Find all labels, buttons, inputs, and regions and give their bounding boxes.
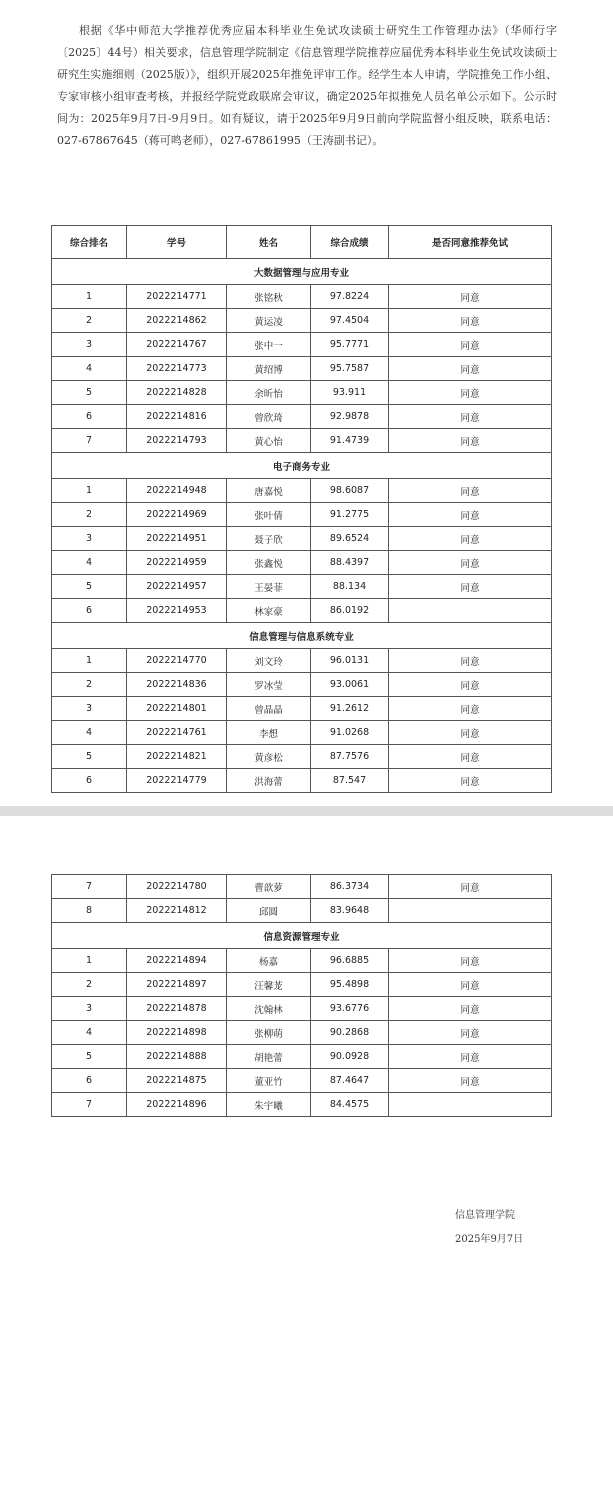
cell-rank: 7 [52, 875, 127, 899]
section-title: 大数据管理与应用专业 [52, 259, 552, 285]
cell-student-id: 2022214771 [127, 285, 227, 309]
header-student-id: 学号 [127, 226, 227, 259]
section-row [52, 923, 552, 949]
cell-name: 聂子欣 [227, 527, 311, 551]
cell-student-id: 2022214897 [127, 973, 227, 997]
cell-recommend: 同意 [389, 551, 552, 575]
cell-student-id: 2022214801 [127, 697, 227, 721]
cell-recommend: 同意 [389, 997, 552, 1021]
cell-recommend: 同意 [389, 769, 552, 793]
cell-recommend: 同意 [389, 285, 552, 309]
cell-rank: 5 [52, 1045, 127, 1069]
recommendation-table-part-1 [51, 225, 552, 793]
cell-score: 88.134 [311, 575, 389, 599]
section-title: 信息管理与信息系统专业 [52, 623, 552, 649]
cell-student-id: 2022214969 [127, 503, 227, 527]
recommendation-table-part-2 [51, 874, 552, 1117]
cell-student-id: 2022214898 [127, 1021, 227, 1045]
cell-name: 林家豪 [227, 599, 311, 623]
cell-student-id: 2022214773 [127, 357, 227, 381]
cell-score: 87.547 [311, 769, 389, 793]
table-row [52, 973, 552, 997]
cell-rank: 4 [52, 1021, 127, 1045]
cell-student-id: 2022214770 [127, 649, 227, 673]
cell-rank: 2 [52, 673, 127, 697]
cell-rank: 6 [52, 405, 127, 429]
cell-score: 87.7576 [311, 745, 389, 769]
cell-score: 91.2775 [311, 503, 389, 527]
cell-recommend: 同意 [389, 575, 552, 599]
cell-name: 黄心怡 [227, 429, 311, 453]
table-row [52, 899, 552, 923]
cell-student-id: 2022214951 [127, 527, 227, 551]
cell-rank: 7 [52, 1093, 127, 1117]
cell-student-id: 2022214875 [127, 1069, 227, 1093]
page-separator [0, 806, 613, 816]
cell-student-id: 2022214953 [127, 599, 227, 623]
cell-score: 98.6087 [311, 479, 389, 503]
section-title: 电子商务专业 [52, 453, 552, 479]
table-row [52, 649, 552, 673]
table-row [52, 503, 552, 527]
cell-score: 92.9878 [311, 405, 389, 429]
cell-student-id: 2022214779 [127, 769, 227, 793]
cell-score: 96.6885 [311, 949, 389, 973]
cell-recommend: 同意 [389, 527, 552, 551]
cell-recommend: 同意 [389, 973, 552, 997]
cell-recommend [389, 599, 552, 623]
cell-student-id: 2022214812 [127, 899, 227, 923]
cell-recommend: 同意 [389, 745, 552, 769]
cell-name: 张中一 [227, 333, 311, 357]
cell-rank: 1 [52, 479, 127, 503]
cell-name: 朱宇曦 [227, 1093, 311, 1117]
table-row [52, 1021, 552, 1045]
cell-rank: 5 [52, 745, 127, 769]
cell-score: 93.6776 [311, 997, 389, 1021]
cell-score: 96.0131 [311, 649, 389, 673]
cell-student-id: 2022214767 [127, 333, 227, 357]
cell-name: 曹歆萝 [227, 875, 311, 899]
cell-student-id: 2022214821 [127, 745, 227, 769]
cell-student-id: 2022214793 [127, 429, 227, 453]
header-rank: 综合排名 [52, 226, 127, 259]
cell-rank: 6 [52, 599, 127, 623]
table-row [52, 599, 552, 623]
cell-recommend: 同意 [389, 697, 552, 721]
cell-rank: 1 [52, 285, 127, 309]
cell-student-id: 2022214959 [127, 551, 227, 575]
table-row [52, 1069, 552, 1093]
cell-recommend: 同意 [389, 949, 552, 973]
cell-score: 93.911 [311, 381, 389, 405]
table-row [52, 429, 552, 453]
table-row [52, 769, 552, 793]
cell-recommend: 同意 [389, 1021, 552, 1045]
signature-org: 信息管理学院 [455, 1210, 515, 1221]
table-row [52, 997, 552, 1021]
table-row [52, 333, 552, 357]
cell-score: 83.9648 [311, 899, 389, 923]
table-row [52, 745, 552, 769]
cell-recommend [389, 899, 552, 923]
cell-student-id: 2022214957 [127, 575, 227, 599]
table-row [52, 1045, 552, 1069]
header-recommend: 是否同意推荐免试 [389, 226, 552, 259]
cell-score: 86.0192 [311, 599, 389, 623]
cell-recommend [389, 1093, 552, 1117]
cell-student-id: 2022214761 [127, 721, 227, 745]
cell-score: 89.6524 [311, 527, 389, 551]
cell-rank: 1 [52, 949, 127, 973]
cell-rank: 3 [52, 997, 127, 1021]
cell-recommend: 同意 [389, 721, 552, 745]
signature-date: 2025年9月7日 [455, 1234, 524, 1245]
table-row [52, 309, 552, 333]
cell-student-id: 2022214836 [127, 673, 227, 697]
table-row [52, 949, 552, 973]
cell-name: 王晏菲 [227, 575, 311, 599]
table-row [52, 527, 552, 551]
cell-recommend: 同意 [389, 309, 552, 333]
table-row [52, 479, 552, 503]
cell-student-id: 2022214780 [127, 875, 227, 899]
table-row [52, 697, 552, 721]
section-row [52, 259, 552, 285]
cell-name: 黄绍博 [227, 357, 311, 381]
cell-name: 张柳萌 [227, 1021, 311, 1045]
cell-score: 91.0268 [311, 721, 389, 745]
cell-rank: 3 [52, 527, 127, 551]
cell-recommend: 同意 [389, 673, 552, 697]
table-row [52, 673, 552, 697]
cell-student-id: 2022214896 [127, 1093, 227, 1117]
cell-rank: 6 [52, 1069, 127, 1093]
table-row [52, 357, 552, 381]
cell-name: 胡艳蕾 [227, 1045, 311, 1069]
cell-name: 李想 [227, 721, 311, 745]
cell-student-id: 2022214862 [127, 309, 227, 333]
cell-student-id: 2022214828 [127, 381, 227, 405]
cell-score: 84.4575 [311, 1093, 389, 1117]
cell-student-id: 2022214894 [127, 949, 227, 973]
section-title: 信息资源管理专业 [52, 923, 552, 949]
cell-name: 张叶倩 [227, 503, 311, 527]
cell-rank: 2 [52, 503, 127, 527]
cell-rank: 3 [52, 697, 127, 721]
cell-score: 97.4504 [311, 309, 389, 333]
cell-score: 90.0928 [311, 1045, 389, 1069]
cell-name: 罗冰莹 [227, 673, 311, 697]
table-row [52, 721, 552, 745]
cell-name: 杨嘉 [227, 949, 311, 973]
cell-score: 95.7771 [311, 333, 389, 357]
table-header-row [52, 226, 552, 259]
header-score: 综合成绩 [311, 226, 389, 259]
cell-name: 汪馨茏 [227, 973, 311, 997]
cell-name: 黄运凌 [227, 309, 311, 333]
table-row [52, 285, 552, 309]
cell-rank: 3 [52, 333, 127, 357]
cell-recommend: 同意 [389, 1045, 552, 1069]
cell-name: 曾欣琦 [227, 405, 311, 429]
table-row [52, 551, 552, 575]
cell-score: 93.0061 [311, 673, 389, 697]
section-row [52, 623, 552, 649]
section-row [52, 453, 552, 479]
cell-rank: 5 [52, 575, 127, 599]
cell-score: 86.3734 [311, 875, 389, 899]
cell-recommend: 同意 [389, 649, 552, 673]
cell-score: 91.4739 [311, 429, 389, 453]
table-row [52, 575, 552, 599]
cell-student-id: 2022214816 [127, 405, 227, 429]
cell-name: 洪海蕾 [227, 769, 311, 793]
cell-name: 沈翰林 [227, 997, 311, 1021]
intro-paragraph: 根据《华中师范大学推荐优秀应届本科毕业生免试攻读硕士研究生工作管理办法》（华师行字〔2025〕44号）相关要求，信息管理学院制定《信息管理学院推荐应届优秀本科毕业生免试攻读硕士研究生实施细则（2025版）》，组织开展2025年推免评审工作。经学生本人申请，学院推免工作小组、专家审核小组审查考核，并报经学院党政联席会审议，确定2025年拟推免人员名单公示如下。公示时间为：2025年9月7日-9月9日。如有疑议，请于2025年9月9日前向学院监督小组反映，联系电话：027-67867645（蒋可鸣老师），027-67861995（王涛副书记）。 [57, 24, 557, 147]
cell-recommend: 同意 [389, 381, 552, 405]
cell-recommend: 同意 [389, 333, 552, 357]
cell-recommend: 同意 [389, 479, 552, 503]
cell-recommend: 同意 [389, 503, 552, 527]
cell-rank: 8 [52, 899, 127, 923]
cell-name: 张鑫悦 [227, 551, 311, 575]
cell-name: 董亚竹 [227, 1069, 311, 1093]
cell-score: 88.4397 [311, 551, 389, 575]
cell-recommend: 同意 [389, 1069, 552, 1093]
cell-name: 余昕怡 [227, 381, 311, 405]
cell-score: 87.4647 [311, 1069, 389, 1093]
cell-score: 97.8224 [311, 285, 389, 309]
cell-score: 95.4898 [311, 973, 389, 997]
cell-recommend: 同意 [389, 405, 552, 429]
cell-student-id: 2022214948 [127, 479, 227, 503]
table-row [52, 875, 552, 899]
cell-rank: 2 [52, 973, 127, 997]
cell-rank: 4 [52, 721, 127, 745]
cell-name: 黄彦松 [227, 745, 311, 769]
cell-recommend: 同意 [389, 875, 552, 899]
cell-score: 91.2612 [311, 697, 389, 721]
cell-name: 曾晶晶 [227, 697, 311, 721]
cell-rank: 6 [52, 769, 127, 793]
cell-student-id: 2022214878 [127, 997, 227, 1021]
cell-name: 刘文玲 [227, 649, 311, 673]
cell-name: 唐嘉悦 [227, 479, 311, 503]
cell-recommend: 同意 [389, 429, 552, 453]
cell-name: 邱圆 [227, 899, 311, 923]
header-name: 姓名 [227, 226, 311, 259]
cell-name: 张铭秋 [227, 285, 311, 309]
cell-rank: 4 [52, 551, 127, 575]
cell-rank: 1 [52, 649, 127, 673]
table-row [52, 381, 552, 405]
cell-rank: 5 [52, 381, 127, 405]
cell-recommend: 同意 [389, 357, 552, 381]
cell-rank: 7 [52, 429, 127, 453]
cell-score: 90.2868 [311, 1021, 389, 1045]
cell-rank: 2 [52, 309, 127, 333]
table-row [52, 405, 552, 429]
table-row [52, 1093, 552, 1117]
cell-student-id: 2022214888 [127, 1045, 227, 1069]
cell-score: 95.7587 [311, 357, 389, 381]
cell-rank: 4 [52, 357, 127, 381]
